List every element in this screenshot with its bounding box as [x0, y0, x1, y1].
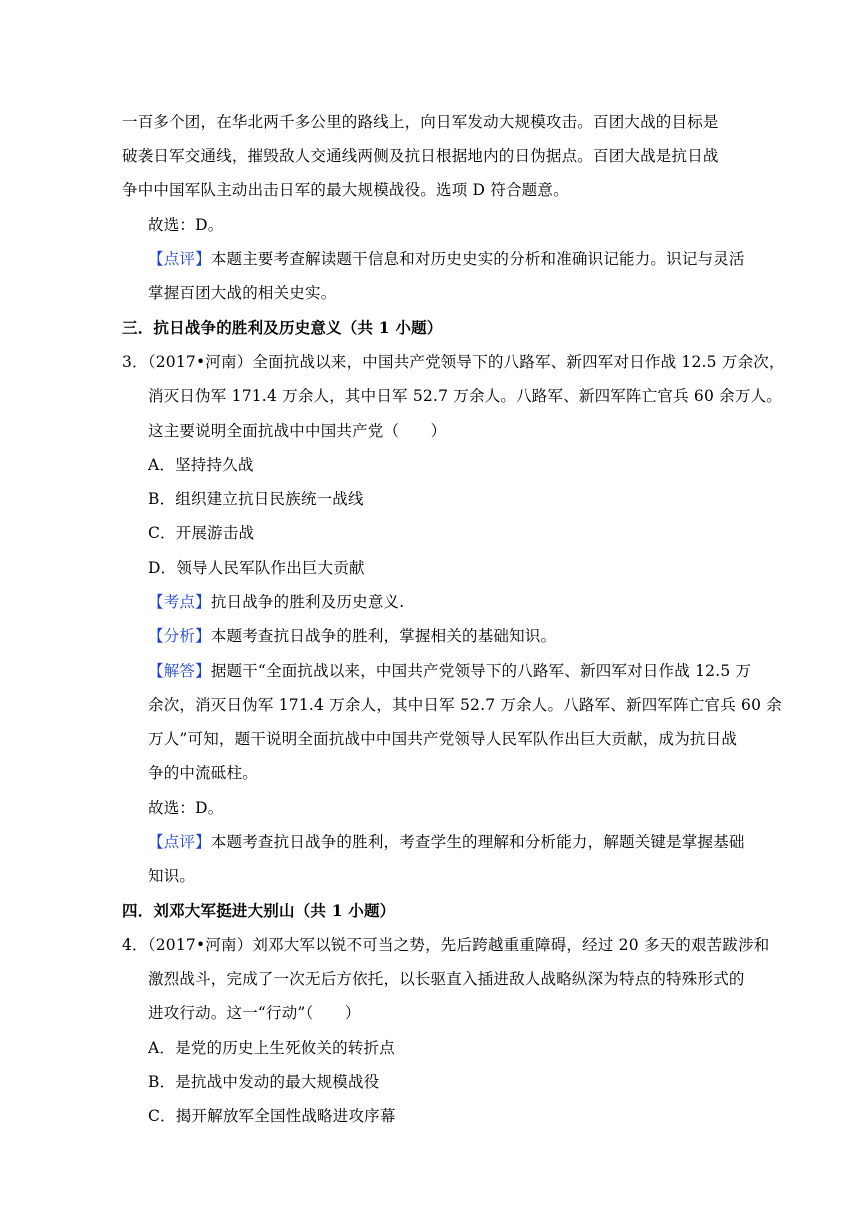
question-4-option-c: C．揭开解放军全国性战略进攻序幕: [148, 1107, 396, 1125]
jieda-line-1: [148, 661, 751, 681]
fenxi-tag: 【分析】: [148, 627, 211, 645]
dianping-line-2: 知识。: [148, 867, 196, 885]
question-4-option-a: A．是党的历史上生死攸关的转折点: [148, 1039, 395, 1057]
kaodian-line: [148, 592, 404, 612]
question-3-option-b: B．组织建立抗日民族统一战线: [148, 490, 364, 508]
answer-text: 故选：D。: [148, 216, 224, 234]
continuation-line-3: 争中中国军队主动出击日军的最大规模战役。选项 D 符合题意。: [122, 181, 569, 199]
question-3-line-1: 3．（2017•河南）全面抗战以来，中国共产党领导下的八路军、新四军对日作战 12.5 万余次，: [122, 353, 785, 371]
comment-text: 本题主要考查解读题干信息和对历史史实的分析和准确识记能力。识记与灵活: [210, 250, 745, 268]
kaodian-text: 抗日战争的胜利及历史意义.: [210, 593, 405, 611]
kaodian-tag: 【考点】: [148, 593, 211, 611]
fenxi-text: 本题考查抗日战争的胜利，掌握相关的基础知识。: [210, 627, 557, 645]
section-heading-3: 三．抗日战争的胜利及历史意义（共 1 小题）: [122, 318, 443, 337]
jieda-text: 据题干“全面抗战以来，中国共产党领导下的八路军、新四军对日作战 12.5 万: [210, 662, 752, 680]
question-3-line-3: 这主要说明全面抗战中中国共产党（ ）: [148, 422, 447, 440]
question-4-option-b: B．是抗战中发动的最大规模战役: [148, 1073, 380, 1091]
comment-line-1: [148, 249, 745, 269]
answer-3-text: 故选：D。: [148, 799, 224, 817]
continuation-line-1: 一百多个团，在华北两千多公里的路线上，向日军发动大规模攻击。百团大战的目标是: [122, 113, 719, 131]
dianping-text: 本题考查抗日战争的胜利，考查学生的理解和分析能力，解题关键是掌握基础: [210, 833, 745, 851]
question-4-line-1: 4．（2017•河南）刘邓大军以锐不可当之势，先后跨越重重障碍，经过 20 多天的艰苦跋涉和: [122, 936, 770, 954]
jieda-line-2: 余次，消灭日伪军 171.4 万余人，其中日军 52.7 万余人。八路军、新四军阵亡官兵 60 余: [148, 696, 782, 714]
question-3-option-a: A．坚持持久战: [148, 456, 254, 474]
question-4-line-2: 激烈战斗，完成了一次无后方依托，以长驱直入插进敌人战略纵深为特点的特殊形式的: [148, 970, 745, 988]
dianping-line-1: [148, 832, 745, 852]
section-heading-4: 四．刘邓大军挺进大别山（共 1 小题）: [122, 901, 396, 920]
question-4-line-3: 进攻行动。这一“行动”（ ）: [148, 1004, 361, 1022]
jieda-tag: 【解答】: [148, 662, 211, 680]
question-3-option-c: C．开展游击战: [148, 524, 255, 542]
question-3-line-2: 消灭日伪军 171.4 万余人，其中日军 52.7 万余人。八路军、新四军阵亡官兵 60 余万人。: [148, 387, 782, 405]
fenxi-line: [148, 626, 556, 646]
jieda-line-4: 争的中流砥柱。: [148, 764, 258, 782]
question-3-option-d: D．领导人民军队作出巨大贡献: [148, 559, 365, 577]
comment-tag: 【点评】: [148, 250, 211, 268]
jieda-line-3: 万人”可知，题干说明全面抗战中中国共产党领导人民军队作出巨大贡献，成为抗日战: [148, 730, 738, 748]
comment-line-2: 掌握百团大战的相关史实。: [148, 284, 337, 302]
continuation-line-2: 破袭日军交通线，摧毁敌人交通线两侧及抗日根据地内的日伪据点。百团大战是抗日战: [122, 147, 719, 165]
dianping-tag: 【点评】: [148, 833, 211, 851]
